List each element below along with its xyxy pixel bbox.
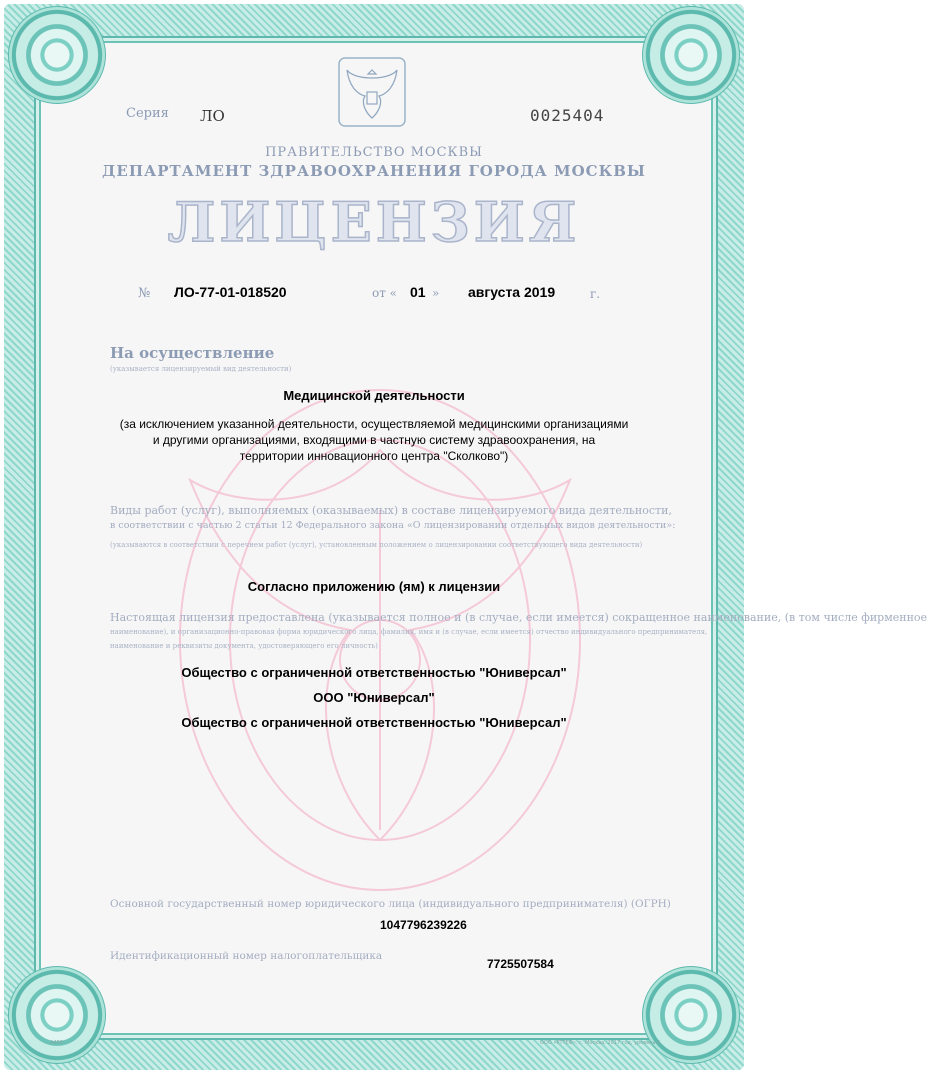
ogrn-value: 1047796239226 xyxy=(380,918,467,932)
series-value: ЛО xyxy=(200,107,225,125)
license-number: ЛО-77-01-018520 xyxy=(174,284,287,300)
corner-rosette-icon xyxy=(8,966,106,1064)
document-title: ЛИЦЕНЗИЯ xyxy=(167,190,581,254)
inn-value: 7725507584 xyxy=(487,957,554,971)
blank-number: 0025404 xyxy=(530,106,605,125)
coat-of-arms-icon xyxy=(337,56,407,128)
licensee-short-name: ООО "Юниверсал" xyxy=(313,690,435,705)
works-label-line: в соответствии с частью 2 статьи 12 Федерального закона «О лицензировании отдельных видов деятельности»: xyxy=(110,520,676,531)
activity-exclusion-line: территории инновационного центра "Сколково") xyxy=(239,449,509,463)
date-from-label: от « xyxy=(372,286,398,300)
series-label: Серия xyxy=(126,106,169,121)
activity-note: (указывается лицензируемый вид деятельности) xyxy=(110,365,292,373)
ogrn-label: Основной государственный номер юридического лица (индивидуального предпринимателя) (ОГРН) xyxy=(110,898,671,910)
footer-right: ООО «РТТЕФ», г. Москва, 2017 год, уровень Б xyxy=(540,1040,661,1046)
license-month-year: августа 2019 xyxy=(468,284,556,300)
licensee-full-name: Общество с ограниченной ответственностью "Юниверсал" xyxy=(181,665,567,680)
inn-label: Идентификационный номер налогоплательщика xyxy=(110,950,383,962)
date-close-label: » xyxy=(432,286,440,300)
number-prefix: № xyxy=(138,286,151,301)
corner-rosette-icon xyxy=(8,6,106,104)
year-suffix: г. xyxy=(590,287,601,301)
licensee-note-line: наименование и реквизиты документа, удостоверяющего его личность) xyxy=(110,642,378,650)
footer-left: А4Е6 xyxy=(50,1040,63,1046)
works-note: (указываются в соответствии с перечнем работ (услуг), установленным положением о лицензировании соответствующего вида деятельности) xyxy=(110,541,643,549)
licensee-brand-name: Общество с ограниченной ответственностью "Юниверсал" xyxy=(181,715,567,730)
activity-label: На осуществление xyxy=(110,344,275,362)
corner-rosette-icon xyxy=(642,966,740,1064)
license-day: 01 xyxy=(410,284,426,300)
government-heading: ПРАВИТЕЛЬСТВО МОСКВЫ xyxy=(265,145,483,160)
works-value: Согласно приложению (ям) к лицензии xyxy=(247,579,501,594)
activity-exclusion-line: и другими организациями, входящими в частную систему здравоохранения, на xyxy=(152,433,596,447)
works-label-line: Виды работ (услуг), выполняемых (оказываемых) в составе лицензируемого вида деятельности, xyxy=(110,504,672,517)
licensee-note-line: наименование), и организационно-правовая форма юридического лица, фамилия, имя и (в случае, если имеется) отчество индивидуального предпринимателя, xyxy=(110,628,708,636)
corner-rosette-icon xyxy=(642,6,740,104)
activity-exclusion-line: (за исключением указанной деятельности, осуществляемой медицинскими организациями xyxy=(119,417,629,431)
licensee-label-line: Настоящая лицензия предоставлена (указывается полное и (в случае, если имеется) сокращенное наименование, (в том числе фирменное xyxy=(110,611,927,624)
activity-name: Медицинской деятельности xyxy=(283,388,465,403)
department-heading: ДЕПАРТАМЕНТ ЗДРАВООХРАНЕНИЯ ГОРОДА МОСКВЫ xyxy=(102,162,646,180)
